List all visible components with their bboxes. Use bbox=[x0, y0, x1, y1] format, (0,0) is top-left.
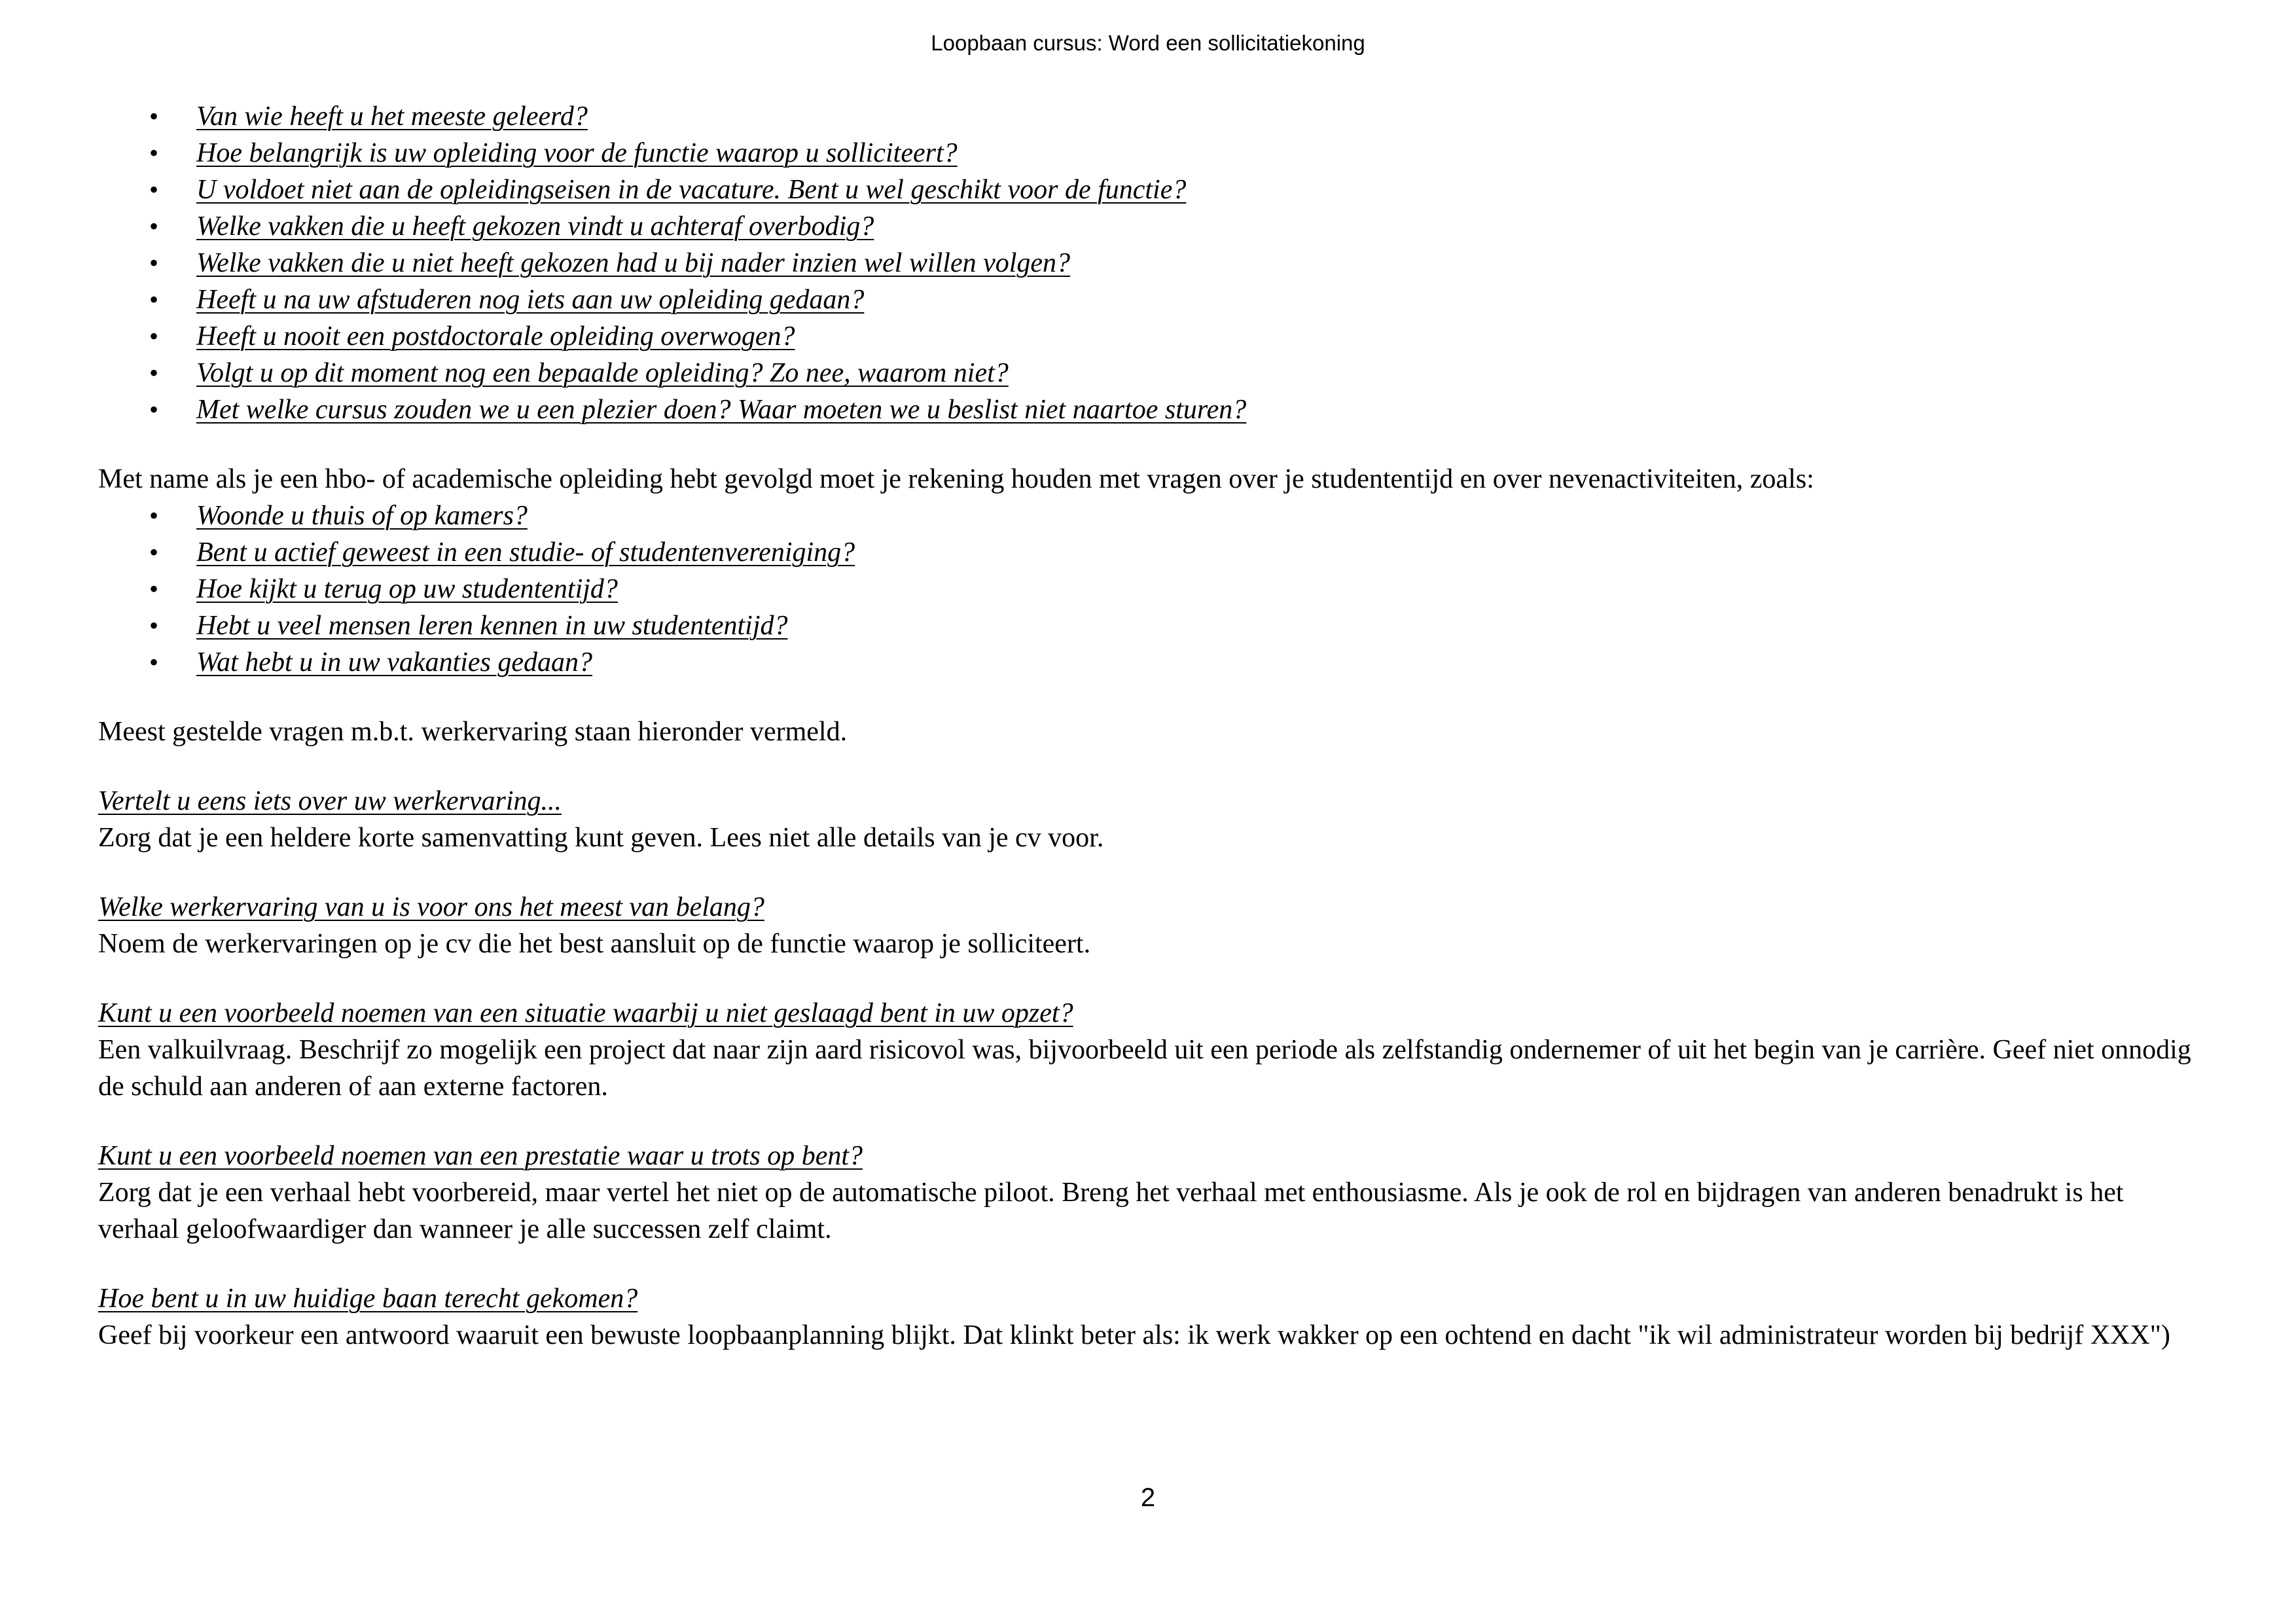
question-text: U voldoet niet aan de opleidingseisen in de vacature. Bent u wel geschikt voor de functie? bbox=[196, 175, 1187, 205]
list-item bbox=[98, 607, 2199, 644]
bullet-icon: • bbox=[149, 175, 159, 204]
page-header: Loopbaan cursus: Word een sollicitatiekoning bbox=[931, 31, 1365, 55]
spacer bbox=[98, 856, 2199, 889]
question-text: Met welke cursus zouden we u een plezier doen? Waar moeten we u beslist niet naartoe sturen? bbox=[196, 395, 1247, 425]
section-answer: Een valkuilvraag. Beschrijf zo mogelijk een project dat naar zijn aard risicovol was, bijvoorbeeld uit een periode als zelfstandig ondernemer of uit het begin van je carrière. Geef niet onnodig de schuld aan anderen of aan externe factoren. bbox=[98, 1035, 2191, 1102]
section-question: Welke werkervaring van u is voor ons het meest van belang? bbox=[98, 892, 764, 922]
bullet-icon: • bbox=[149, 101, 159, 131]
spacer bbox=[98, 1105, 2199, 1138]
section-question: Kunt u een voorbeeld noemen van een prestatie waar u trots op bent? bbox=[98, 1141, 863, 1171]
page-number: 2 bbox=[1140, 1483, 1156, 1512]
bullet-icon: • bbox=[149, 611, 159, 640]
question-text: Woonde u thuis of op kamers? bbox=[196, 501, 528, 531]
spacer bbox=[98, 1248, 2199, 1280]
list-item bbox=[98, 571, 2199, 607]
list-item bbox=[98, 98, 2199, 135]
question-text: Hoe kijkt u terug op uw studententijd? bbox=[196, 574, 618, 604]
section-answer: Noem de werkervaringen op je cv die het best aansluit op de functie waarop je solliciteert. bbox=[98, 929, 1091, 959]
question-text: Volgt u op dit moment nog een bepaalde opleiding? Zo nee, waarom niet? bbox=[196, 358, 1009, 388]
bullet-icon: • bbox=[149, 647, 159, 677]
list-item bbox=[98, 497, 2199, 534]
list-item bbox=[98, 245, 2199, 281]
education-questions-list bbox=[98, 98, 2199, 428]
section-question: Hoe bent u in uw huidige baan terecht gekomen? bbox=[98, 1284, 638, 1314]
list-item bbox=[98, 355, 2199, 391]
list-item bbox=[98, 318, 2199, 355]
spacer bbox=[98, 750, 2199, 783]
bullet-icon: • bbox=[149, 501, 159, 530]
bullet-icon: • bbox=[149, 248, 159, 278]
list-item bbox=[98, 534, 2199, 571]
question-text: Hebt u veel mensen leren kennen in uw studententijd? bbox=[196, 611, 788, 641]
spacer bbox=[98, 681, 2199, 713]
bullet-icon: • bbox=[149, 395, 159, 424]
question-text: Heeft u na uw afstuderen nog iets aan uw opleiding gedaan? bbox=[196, 285, 865, 315]
section-question: Vertelt u eens iets over uw werkervaring... bbox=[98, 786, 562, 816]
question-text: Heeft u nooit een postdoctorale opleiding overwogen? bbox=[196, 321, 795, 352]
question-text: Van wie heeft u het meeste geleerd? bbox=[196, 101, 588, 132]
list-item bbox=[98, 644, 2199, 681]
work-experience-intro: Meest gestelde vragen m.b.t. werkervaring staan hieronder vermeld. bbox=[98, 717, 848, 747]
question-text: Wat hebt u in uw vakanties gedaan? bbox=[196, 647, 593, 677]
list-item bbox=[98, 208, 2199, 245]
list-item bbox=[98, 171, 2199, 208]
bullet-icon: • bbox=[149, 321, 159, 351]
student-intro-paragraph: Met name als je een hbo- of academische opleiding hebt gevolgd moet je rekening houden met vragen over je studententijd en over nevenactiviteiten, zoals: bbox=[98, 464, 1814, 494]
question-text: Bent u actief geweest in een studie- of studentenvereniging? bbox=[196, 537, 855, 568]
student-questions-list bbox=[98, 497, 2199, 681]
bullet-icon: • bbox=[149, 285, 159, 314]
question-text: Hoe belangrijk is uw opleiding voor de functie waarop u solliciteert? bbox=[196, 138, 958, 168]
document-body bbox=[98, 98, 2199, 1354]
bullet-icon: • bbox=[149, 358, 159, 388]
bullet-icon: • bbox=[149, 211, 159, 241]
question-text: Welke vakken die u heeft gekozen vindt u achteraf overbodig? bbox=[196, 211, 874, 242]
spacer bbox=[98, 428, 2199, 461]
section-question: Kunt u een voorbeeld noemen van een situatie waarbij u niet geslaagd bent in uw opzet? bbox=[98, 998, 1073, 1028]
bullet-icon: • bbox=[149, 138, 159, 168]
question-text: Welke vakken die u niet heeft gekozen had u bij nader inzien wel willen volgen? bbox=[196, 248, 1071, 278]
list-item bbox=[98, 391, 2199, 428]
list-item bbox=[98, 135, 2199, 171]
bullet-icon: • bbox=[149, 574, 159, 604]
spacer bbox=[98, 962, 2199, 995]
section-answer: Zorg dat je een heldere korte samenvatting kunt geven. Lees niet alle details van je cv voor. bbox=[98, 823, 1104, 853]
section-answer: Geef bij voorkeur een antwoord waaruit een bewuste loopbaanplanning blijkt. Dat klinkt beter als: ik werk wakker op een ochtend en dacht "ik wil administrateur worden bij bedrijf XXX") bbox=[98, 1320, 2170, 1350]
list-item bbox=[98, 281, 2199, 318]
bullet-icon: • bbox=[149, 537, 159, 567]
section-answer: Zorg dat je een verhaal hebt voorbereid, maar vertel het niet op de automatische piloot. Breng het verhaal met enthousiasme. Als je ook de rol en bijdragen van anderen benadrukt is het verhaal geloofwaardiger dan wanneer je alle successen zelf claimt. bbox=[98, 1178, 2124, 1244]
